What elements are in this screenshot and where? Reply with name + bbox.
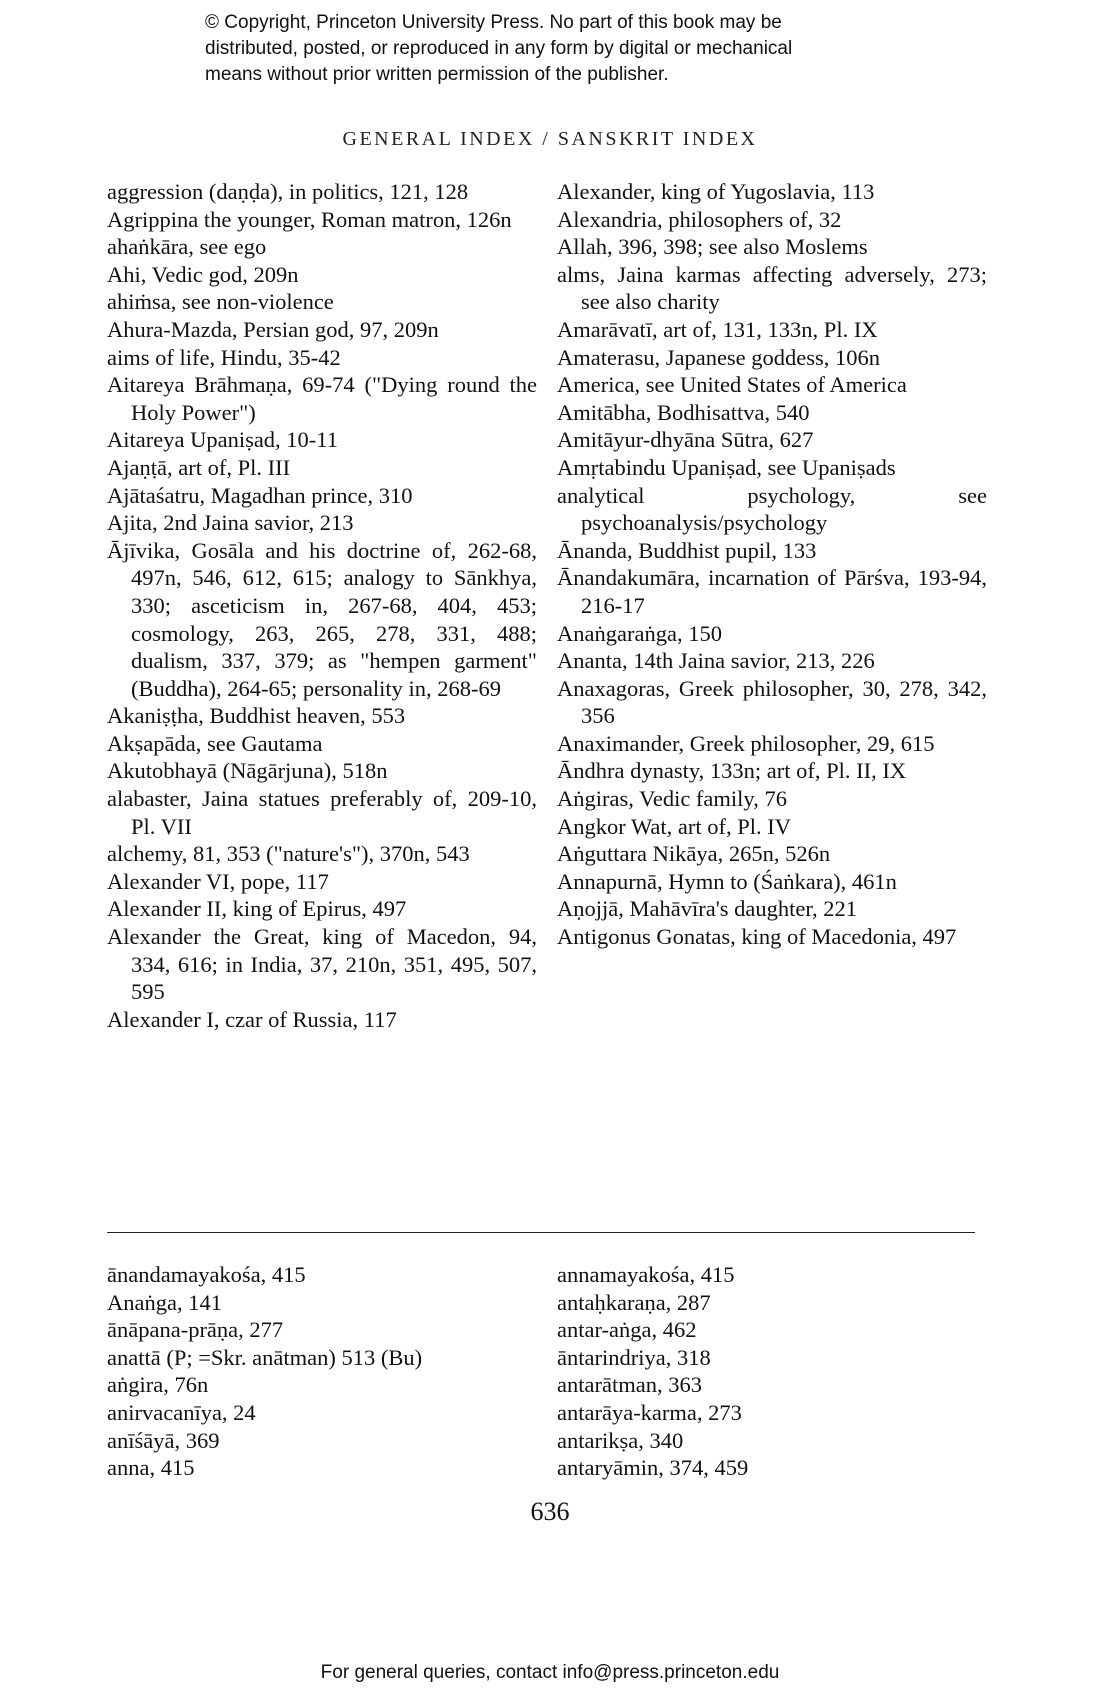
index-entry: antaryāmin, 374, 459 (557, 1455, 749, 1481)
index-entry: Alexander VI, pope, 117 (107, 868, 329, 894)
index-entry: Allah, 396, 398; see also Moslems (557, 234, 868, 260)
index-entry: analytical psychology, see psychoanalysis/psychology (557, 482, 987, 536)
index-entry: Ahura-Mazda, Persian god, 97, 209n (107, 316, 439, 342)
index-entry: Amitābha, Bodhisattva, 540 (557, 399, 810, 425)
index-entry: āntarindriya, 318 (557, 1344, 711, 1370)
index-entry: ahiṁsa, see non-violence (107, 289, 334, 315)
index-entry: Ananta, 14th Jaina savior, 213, 226 (557, 648, 875, 674)
index-entry: Amarāvatī, art of, 131, 133n, Pl. IX (557, 316, 878, 342)
index-entry: antarikṣa, 340 (557, 1427, 684, 1453)
index-entry: Agrippina the younger, Roman matron, 126n (107, 206, 512, 232)
index-entry: Ājīvika, Gosāla and his doctrine of, 262-68, 497n, 546, 612, 615; analogy to Sānkhya, 330; asceticism in, 267-68, 404, 453; cosmology, 263, 265, 278, 331, 488; dualism, 337, 379; as "hempen garment" (Buddha), 264-65; personality in, 268-69 (107, 537, 537, 701)
index-entry: Alexander II, king of Epirus, 497 (107, 896, 407, 922)
index-entry: Aṅgiras, Vedic family, 76 (557, 786, 787, 812)
general-index-left-column (107, 178, 537, 1033)
index-entry: Anaṅgaraṅga, 150 (557, 620, 722, 646)
contact-footer: For general queries, contact info@press.princeton.edu (320, 1662, 780, 1683)
index-entry: aims of life, Hindu, 35-42 (107, 344, 341, 370)
index-entry: Āndhra dynasty, 133n; art of, Pl. II, IX (557, 758, 907, 784)
index-entry: Aṅguttara Nikāya, 265n, 526n (557, 841, 831, 867)
index-entry: anirvacanīya, 24 (107, 1399, 256, 1425)
index-entry: Aṇojjā, Mahāvīra's daughter, 221 (557, 896, 857, 922)
index-entry: Akutobhayā (Nāgārjuna), 518n (107, 758, 388, 784)
index-entry: ānāpana-prāṇa, 277 (107, 1317, 284, 1343)
index-entry: Alexander I, czar of Russia, 117 (107, 1006, 397, 1032)
index-entry: Akaniṣṭha, Buddhist heaven, 553 (107, 703, 406, 729)
index-entry: Ajaṇṭā, art of, Pl. III (107, 454, 291, 480)
index-entry: Anaṅga, 141 (107, 1289, 222, 1315)
index-entry: America, see United States of America (557, 372, 907, 398)
index-entry: ānandamayakośa, 415 (107, 1262, 306, 1287)
copyright-line: distributed, posted, or reproduced in any form by digital or mechanical (205, 38, 793, 59)
running-head: GENERAL INDEX / SANSKRIT INDEX (342, 128, 758, 150)
index-entry: antarātman, 363 (557, 1372, 702, 1398)
index-entry: Alexander, king of Yugoslavia, 113 (557, 179, 875, 204)
page-number: 636 (530, 1497, 570, 1526)
index-entry: alchemy, 81, 353 ("nature's"), 370n, 543 (107, 841, 470, 867)
index-entry: antar-aṅga, 462 (557, 1317, 697, 1343)
sanskrit-index-left-column (107, 1261, 537, 1482)
index-entry: anattā (P; =Skr. anātman) 513 (Bu) (107, 1344, 423, 1370)
index-entry: anna, 415 (107, 1455, 195, 1481)
copyright-line: © Copyright, Princeton University Press. No part of this book may be (205, 12, 782, 33)
index-entry: aggression (daṇḍa), in politics, 121, 128 (107, 179, 469, 204)
index-entry: alabaster, Jaina statues preferably of, 209-10, Pl. VII (107, 786, 537, 839)
index-entry: annamayakośa, 415 (557, 1262, 735, 1287)
index-entry: ahaṅkāra, see ego (107, 234, 267, 260)
copyright-notice (205, 10, 925, 88)
index-entry: Angkor Wat, art of, Pl. IV (557, 813, 791, 839)
index-entry: Ānanda, Buddhist pupil, 133 (557, 537, 817, 563)
index-entry: anīśāyā, 369 (107, 1427, 220, 1453)
index-entry: Akṣapāda, see Gautama (107, 730, 323, 756)
index-entry: Aitareya Upaniṣad, 10-11 (107, 427, 338, 453)
index-entry: antaḥkaraṇa, 287 (557, 1289, 711, 1315)
index-entry: Amṛtabindu Upaniṣad, see Upaniṣads (557, 454, 896, 480)
copyright-line: means without prior written permission of the publisher. (205, 64, 669, 85)
index-entry: Annapurnā, Hymn to (Śaṅkara), 461n (557, 868, 897, 894)
index-entry: Alexandria, philosophers of, 32 (557, 206, 842, 232)
sanskrit-index-right-column (557, 1261, 987, 1482)
index-entry: Amaterasu, Japanese goddess, 106n (557, 344, 881, 370)
index-entry: Amitāyur-dhyāna Sūtra, 627 (557, 427, 814, 453)
index-entry: Alexander the Great, king of Macedon, 94, 334, 616; in India, 37, 210n, 351, 495, 507, 595 (107, 924, 537, 1005)
index-entry: Antigonus Gonatas, king of Macedonia, 497 (557, 924, 957, 950)
index-entry: Anaximander, Greek philosopher, 29, 615 (557, 730, 935, 756)
index-entry: Aitareya Brāhmaṇa, 69-74 ("Dying round the Holy Power") (107, 372, 537, 425)
index-entry: Ajātaśatru, Magadhan prince, 310 (107, 482, 413, 508)
index-entry: antarāya-karma, 273 (557, 1399, 742, 1425)
index-entry: Ahi, Vedic god, 209n (107, 261, 299, 287)
index-entry: Anaxagoras, Greek philosopher, 30, 278, 342, 356 (557, 675, 987, 729)
index-entry: Ānandakumāra, incarnation of Pārśva, 193-94, 216-17 (557, 565, 987, 618)
general-index-right-column (557, 178, 987, 951)
index-entry: aṅgira, 76n (107, 1372, 209, 1398)
index-entry: Ajita, 2nd Jaina savior, 213 (107, 510, 354, 536)
section-divider (107, 1232, 975, 1233)
index-entry: alms, Jaina karmas affecting adversely, 273; see also charity (557, 261, 987, 315)
